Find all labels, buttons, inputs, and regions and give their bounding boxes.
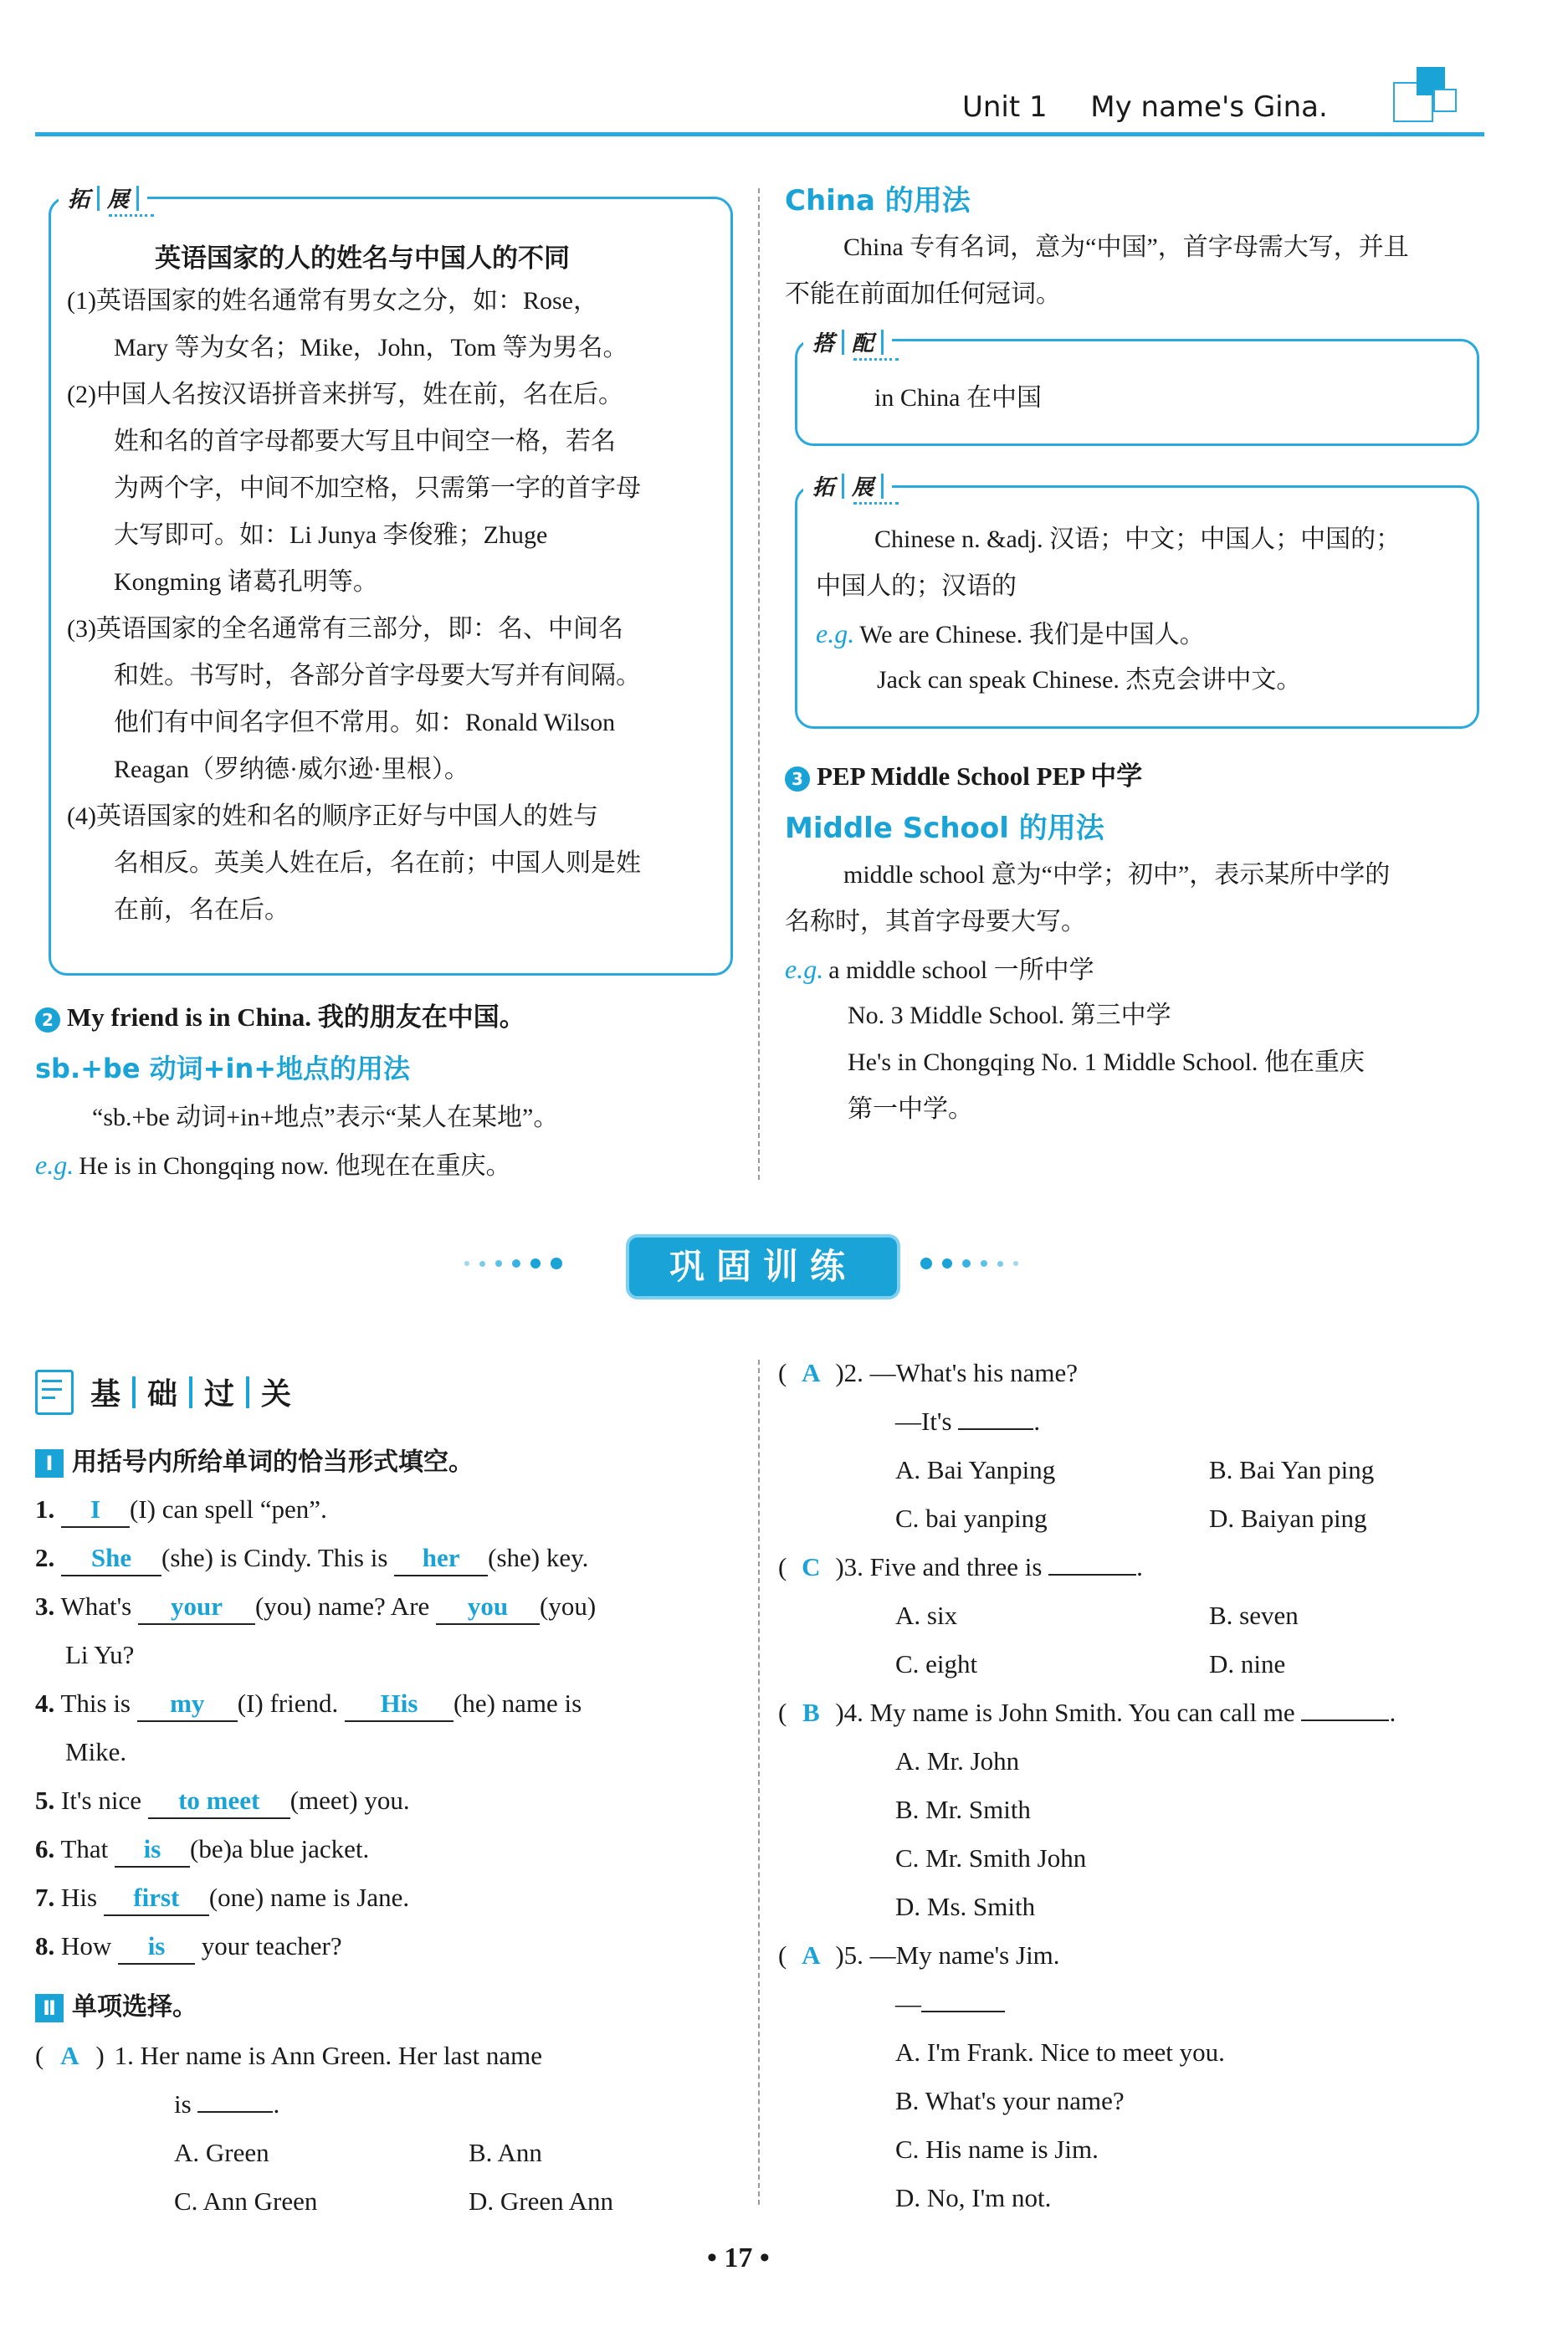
mc4-option-a[interactable]: A. Mr. John (895, 1746, 1020, 1776)
extension-line: 姓和名的首字母都要大写且中间空一格，若名 (114, 428, 616, 455)
point2-number: 2 (35, 1007, 60, 1033)
fill-answer[interactable]: her (394, 1541, 488, 1576)
mc5-option-c[interactable]: C. His name is Jim. (895, 2135, 1099, 2164)
fill-question-4-cont: Mike. (65, 1737, 127, 1766)
extension-line: 名相反。英美人姓在后，名在前；中国人则是姓 (114, 849, 641, 877)
fill-answer[interactable]: to meet (148, 1784, 290, 1819)
mc-question-2-cont: —It's . (895, 1407, 1041, 1436)
fill-question-3-cont: Li Yu? (65, 1640, 135, 1669)
point3-number: 3 (785, 766, 810, 792)
mc5-option-b[interactable]: B. What's your name? (895, 2086, 1125, 2115)
fill-answer[interactable]: my (137, 1687, 238, 1722)
fill-answer[interactable]: first (104, 1881, 209, 1916)
point2-usage-title: sb.+be 动词+in+地点的用法 (35, 1053, 411, 1084)
mc3-option-a[interactable]: A. six (895, 1601, 958, 1630)
column-divider-bottom (758, 1360, 760, 2205)
fill-answer[interactable]: is (115, 1832, 190, 1868)
basics-heading: 基 础 过 关 (90, 1377, 292, 1412)
section2-title: Ⅱ 单项选择。 (35, 1986, 197, 2022)
mc3-option-d[interactable]: D. nine (1209, 1649, 1286, 1679)
unit-title: My name's Gina. (1090, 90, 1328, 124)
point3-example-1: e.g. a middle school 一所中学 (785, 954, 1094, 984)
point2-example: e.g. He is in Chongqing now. 他现在在重庆。 (35, 1150, 511, 1180)
fill-answer[interactable]: is (118, 1930, 195, 1965)
banner-dots-left (464, 1258, 562, 1269)
fill-answer[interactable]: His (345, 1687, 453, 1722)
mc2-option-b[interactable]: B. Bai Yan ping (1209, 1455, 1375, 1484)
mc1-option-c[interactable]: C. Ann Green (174, 2186, 318, 2216)
fill-question-7: 7. His first (one) name is Jane. (35, 1873, 409, 1922)
extension-line: 在前，名在后。 (114, 896, 290, 924)
china-ext-2: 中国人的；汉语的 (816, 572, 1017, 600)
collocation-text: in China 在中国 (874, 384, 1042, 412)
mc-answer[interactable]: A (60, 2041, 79, 2070)
extension-line: 和姓。书写时，各部分首字母要大写并有间隔。 (114, 662, 641, 689)
fill-question-2: 2. She (she) is Cindy. This is her (she) key. (35, 1534, 588, 1582)
china-extension-tag: 拓 展 (803, 470, 892, 501)
point3-sentence: 3 PEP Middle School PEP 中学 (785, 755, 1142, 792)
point3-usage-title: Middle School 的用法 (785, 812, 1104, 845)
banner-dots-right (920, 1258, 1018, 1269)
mc1-option-b[interactable]: B. Ann (469, 2138, 542, 2167)
mc2-option-d[interactable]: D. Baiyan ping (1209, 1504, 1367, 1533)
point3-example-3: He's in Chongqing No. 1 Middle School. 他在重庆 (848, 1048, 1365, 1076)
header-logo-icon (1393, 67, 1443, 126)
mc-question-5: ( A )5. —My name's Jim. (778, 1931, 1060, 1980)
extension-line: 为两个字，中间不加空格，只需第一字的首字母 (114, 474, 641, 502)
mc-question-1: ( A ) 1. Her name is Ann Green. Her last name (35, 2032, 542, 2080)
fill-question-8: 8. How is your teacher? (35, 1922, 342, 1971)
mc5-option-d[interactable]: D. No, I'm not. (895, 2183, 1052, 2212)
china-example-2: Jack can speak Chinese. 杰克会讲中文。 (877, 666, 1302, 694)
mc1-option-a[interactable]: A. Green (174, 2138, 269, 2167)
fill-question-4: 4. This is my (I) friend. His (he) name is (35, 1679, 582, 1728)
china-desc-2: 不能在前面加任何冠词。 (785, 280, 1061, 308)
mc-answer[interactable]: B (802, 1698, 820, 1727)
extension-line: 他们有中间名字但不常用。如：Ronald Wilson (114, 709, 616, 736)
unit-label: Unit 1 (962, 90, 1048, 124)
extension-line: (1)英语国家的姓名通常有男女之分，如：Rose， (67, 287, 598, 315)
mc1-option-d[interactable]: D. Green Ann (469, 2186, 614, 2216)
mc5-option-a[interactable]: A. I'm Frank. Nice to meet you. (895, 2037, 1225, 2067)
extension-line: (2)中国人名按汉语拼音来拼写，姓在前，名在后。 (67, 381, 623, 408)
point2-sentence: 2 My friend is in China. 我的朋友在中国。 (35, 996, 525, 1033)
extension-body (67, 278, 720, 934)
china-desc-1: China 专有名词，意为“中国”，首字母需大写，并且 (843, 233, 1409, 261)
china-ext-1: Chinese n. &adj. 汉语；中文；中国人；中国的； (874, 525, 1401, 553)
fill-question-3: 3. What's your (you) name? Are you (you) (35, 1582, 596, 1631)
mc3-option-c[interactable]: C. eight (895, 1649, 978, 1679)
mc-answer[interactable]: A (802, 1940, 821, 1970)
extension-line: 大写即可。如：Li Junya 李俊雅；Zhuge (114, 521, 548, 549)
mc-answer[interactable]: C (802, 1552, 821, 1581)
mc-question-5-cont: — (895, 1980, 1005, 2028)
mc4-option-c[interactable]: C. Mr. Smith John (895, 1843, 1087, 1873)
mc-question-2: ( A )2. —What's his name? (778, 1349, 1078, 1397)
collocation-tag: 搭 配 (803, 326, 892, 357)
fill-answer[interactable]: you (436, 1590, 540, 1625)
extension-line: Kongming 诸葛孔明等。 (114, 568, 378, 596)
mc4-option-d[interactable]: D. Ms. Smith (895, 1892, 1036, 1921)
point3-desc-1: middle school 意为“中学；初中”，表示某所中学的 (843, 861, 1391, 889)
mc4-option-b[interactable]: B. Mr. Smith (895, 1795, 1031, 1824)
mc-answer[interactable]: A (802, 1358, 821, 1387)
extension-line: Mary 等为女名；Mike，John，Tom 等为男名。 (114, 334, 628, 361)
mc-question-1-cont: is . (174, 2089, 280, 2119)
mc-question-3: ( C )3. Five and three is . (778, 1543, 1143, 1591)
header-rule (35, 132, 1484, 136)
page-header (962, 90, 1328, 124)
fill-answer[interactable]: I (61, 1493, 130, 1528)
extension-line: (3)英语国家的全名通常有三部分，即：名、中间名 (67, 615, 623, 643)
mc-question-4: ( B )4. My name is John Smith. You can call me . (778, 1689, 1396, 1737)
consolidation-banner: 巩固训练 (626, 1234, 900, 1299)
point3-example-2: No. 3 Middle School. 第三中学 (848, 1002, 1171, 1029)
notebook-icon (35, 1370, 75, 1413)
page-number: • 17 • (707, 2242, 770, 2273)
extension-tag: 拓 展 (59, 182, 147, 213)
extension-line: Reagan（罗纳德·威尔逊·里根）。 (114, 756, 469, 783)
mc2-option-a[interactable]: A. Bai Yanping (895, 1455, 1056, 1484)
fill-question-5: 5. It's nice to meet (meet) you. (35, 1776, 410, 1825)
point3-example-4: 第一中学。 (848, 1095, 973, 1123)
fill-question-1: 1. I (I) can spell “pen”. (35, 1485, 327, 1534)
mc3-option-b[interactable]: B. seven (1209, 1601, 1299, 1630)
extension-title: 英语国家的人的姓名与中国人的不同 (155, 243, 570, 274)
fill-answer[interactable]: She (61, 1541, 161, 1576)
mc2-option-c[interactable]: C. bai yanping (895, 1504, 1048, 1533)
extension-line: (4)英语国家的姓和名的顺序正好与中国人的姓与 (67, 802, 598, 830)
section1-title: Ⅰ 用括号内所给单词的恰当形式填空。 (35, 1441, 474, 1478)
fill-answer[interactable]: your (138, 1590, 255, 1625)
china-example-1: e.g. We are Chinese. 我们是中国人。 (816, 618, 1205, 648)
fill-question-6: 6. That is (be)a blue jacket. (35, 1825, 369, 1873)
column-divider-top (758, 188, 760, 1180)
china-usage-title: China 的用法 (785, 184, 971, 218)
point3-desc-2: 名称时，其首字母要大写。 (785, 908, 1086, 935)
point2-desc: “sb.+be 动词+in+地点”表示“某人在某地”。 (92, 1104, 559, 1131)
